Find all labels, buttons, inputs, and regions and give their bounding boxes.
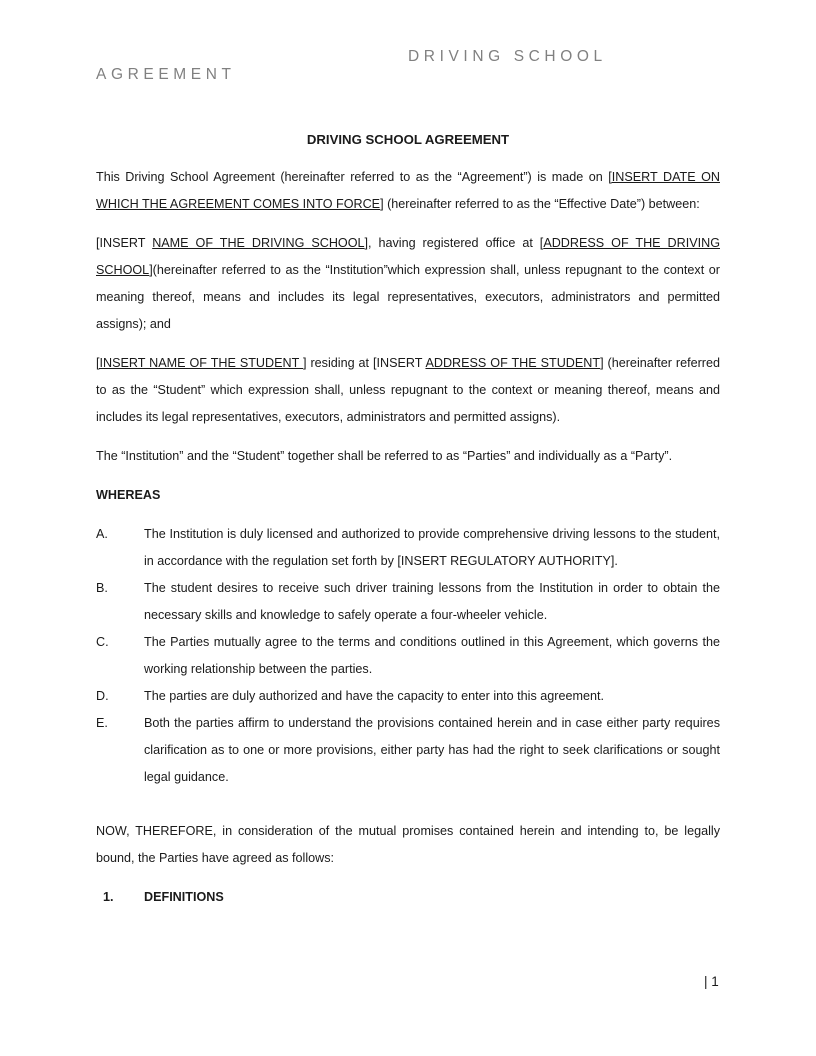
section-title: DEFINITIONS bbox=[144, 890, 224, 904]
party1-mid: ], having registered office at [ bbox=[364, 236, 544, 250]
recital-text: The student desires to receive such driver training lessons from the Institution in order to obtain the necessary skills and knowledge to safely operate a four-wheeler vehicle. bbox=[144, 581, 720, 622]
recital-text: The parties are duly authorized and have the capacity to enter into this agreement. bbox=[144, 689, 604, 703]
student-address-placeholder: ADDRESS OF THE STUDENT bbox=[425, 356, 601, 370]
recital-item bbox=[96, 683, 720, 710]
recital-item bbox=[96, 629, 720, 683]
recital-label: E. bbox=[96, 716, 108, 730]
recital-text: The Parties mutually agree to the terms and conditions outlined in this Agreement, which governs the working relationship between the parties. bbox=[144, 635, 720, 676]
spacer bbox=[96, 791, 720, 818]
recital-label: D. bbox=[96, 689, 109, 703]
recital-label: A. bbox=[96, 527, 108, 541]
recitals-list bbox=[96, 521, 720, 791]
party1-paragraph bbox=[96, 230, 720, 338]
intro-post: ] (hereinafter referred to as the “Effective Date”) between: bbox=[380, 197, 700, 211]
party1-pre: [INSERT bbox=[96, 236, 153, 250]
student-name-placeholder: [INSERT NAME OF THE STUDENT bbox=[96, 356, 304, 370]
recital-text: Both the parties affirm to understand the provisions contained herein and in case either party requires clarification as to one or more provisions, either party has had the right to seek clarifications or sought legal guidance. bbox=[144, 716, 720, 784]
document-title: DRIVING SCHOOL AGREEMENT bbox=[306, 132, 510, 147]
parties-definition: The “Institution” and the “Student” together shall be referred to as “Parties” and individually as a “Party”. bbox=[96, 449, 673, 463]
recital-item bbox=[96, 575, 720, 629]
party2-mid: ] residing at [INSERT bbox=[303, 356, 426, 370]
section-number: 1. bbox=[103, 890, 114, 904]
page-number: | 1 bbox=[704, 974, 719, 989]
document-body bbox=[96, 128, 720, 911]
party2-post: ] (hereinafter referred to as the “Student” which expression shall, unless repugnant to the context or meaning thereof, means and includes its legal representatives, executors, administrators and permitted assigns). bbox=[96, 356, 720, 424]
header-title-line1: DRIVING SCHOOL bbox=[408, 48, 607, 65]
school-address-placeholder: ADDRESS OF THE DRIVING SCHOOL bbox=[96, 236, 720, 277]
intro-paragraph bbox=[96, 164, 720, 218]
recital-label: C. bbox=[96, 635, 109, 649]
section-heading-definitions bbox=[96, 884, 720, 911]
party1-post: ](hereinafter referred to as the “Institution”which expression shall, unless repugnant to the context or meaning thereof, means and includes its legal representatives, executors, administrators and permitted assigns); and bbox=[96, 263, 720, 331]
party2-paragraph bbox=[96, 350, 720, 431]
recital-label: B. bbox=[96, 581, 108, 595]
now-therefore-paragraph: NOW, THEREFORE, in consideration of the mutual promises contained herein and intending to, be legally bound, the Parties have agreed as follows: bbox=[96, 824, 720, 865]
recital-text: The Institution is duly licensed and authorized to provide comprehensive driving lessons to the student, in accordance with the regulation set forth by [INSERT REGULATORY AUTHORITY]. bbox=[144, 527, 720, 568]
effective-date-placeholder: [INSERT DATE ON WHICH THE AGREEMENT COMES INTO FORCE bbox=[96, 170, 720, 211]
intro-pre: This Driving School Agreement (hereinafter referred to as the “Agreement”) is made on bbox=[96, 170, 609, 184]
recital-item bbox=[96, 710, 720, 791]
whereas-heading: WHEREAS bbox=[96, 488, 161, 502]
header-title-line2: AGREEMENT bbox=[96, 66, 236, 83]
recital-item bbox=[96, 521, 720, 575]
school-name-placeholder: NAME OF THE DRIVING SCHOOL bbox=[152, 236, 365, 250]
